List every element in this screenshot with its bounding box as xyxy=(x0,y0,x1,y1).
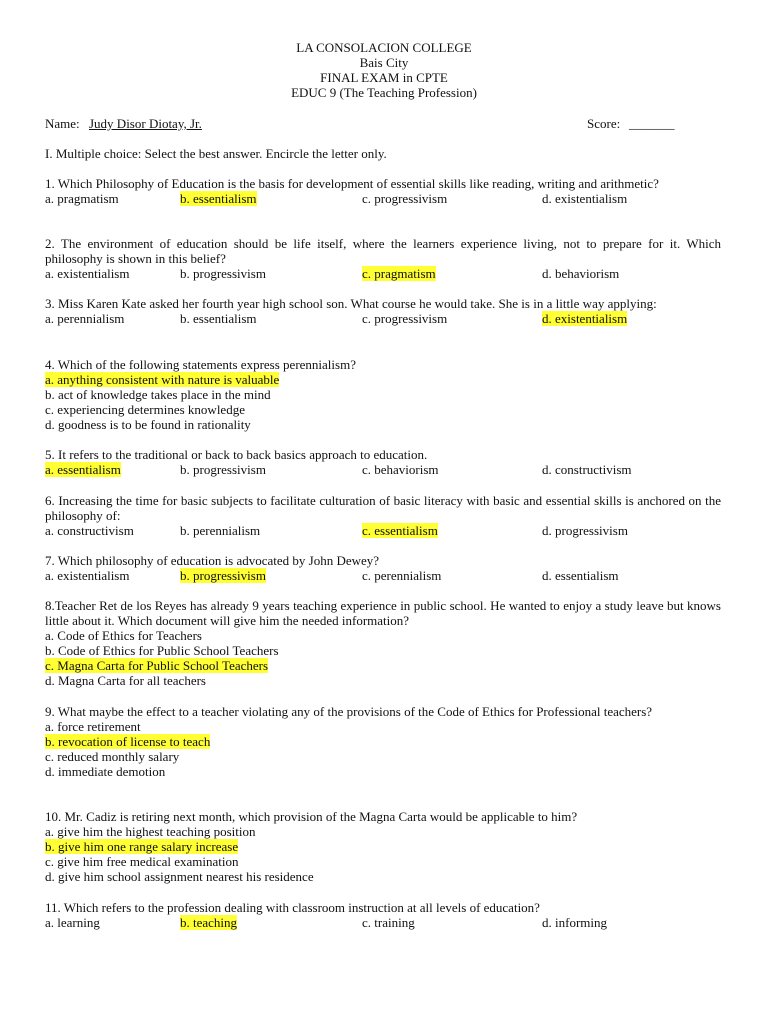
score-label: Score: xyxy=(587,116,621,131)
option-b-answer: b. teaching xyxy=(180,915,238,930)
option-a: a. constructivism xyxy=(45,523,134,538)
option-c: c. experiencing determines knowledge xyxy=(45,402,245,417)
option-c: c. perennialism xyxy=(362,568,442,583)
question-text: 9. What maybe the effect to a teacher violating any of the provisions of the Code of Ethics for Professional teachers? xyxy=(45,704,653,719)
option-b: b. perennialism xyxy=(180,523,261,538)
options-row xyxy=(45,191,721,206)
college-name: LA CONSOLACION COLLEGE xyxy=(296,40,472,55)
option-c: c. progressivism xyxy=(362,311,448,326)
option-c: c. give him free medical examination xyxy=(45,854,239,869)
question-text: 8.Teacher Ret de los Reyes has already 9 years teaching experience in public school. He wanted to enjoy a study leave but knows little about it. Which document will give him the needed information? xyxy=(45,598,721,628)
option-b: b. progressivism xyxy=(180,266,266,281)
options-row xyxy=(45,568,721,583)
option-a: a. existentialism xyxy=(45,266,130,281)
option-b: b. essentialism xyxy=(180,311,257,326)
document-header xyxy=(0,40,768,100)
course-title: EDUC 9 (The Teaching Profession) xyxy=(291,85,477,100)
option-b-answer: b. give him one range salary increase xyxy=(45,839,239,854)
option-d: d. informing xyxy=(542,915,607,930)
score-blank: _______ xyxy=(629,116,675,131)
option-c-answer: c. Magna Carta for Public School Teachers xyxy=(45,658,269,673)
option-c: c. behaviorism xyxy=(362,462,439,477)
option-a: a. force retirement xyxy=(45,719,141,734)
question-text: 5. It refers to the traditional or back to back basics approach to education. xyxy=(45,447,428,462)
student-info xyxy=(45,116,721,132)
option-b-answer: b. essentialism xyxy=(180,191,257,206)
option-b-answer: b. progressivism xyxy=(180,568,266,583)
question-5 xyxy=(45,447,721,477)
question-10 xyxy=(45,809,721,884)
question-9 xyxy=(45,704,721,779)
option-d: d. constructivism xyxy=(542,462,632,477)
option-b: b. Code of Ethics for Public School Teachers xyxy=(45,643,279,658)
city-name: Bais City xyxy=(359,55,409,70)
options-row xyxy=(45,462,721,477)
option-d: d. progressivism xyxy=(542,523,628,538)
question-text: 11. Which refers to the profession dealing with classroom instruction at all levels of education? xyxy=(45,900,540,915)
option-a: a. give him the highest teaching position xyxy=(45,824,256,839)
option-c: c. reduced monthly salary xyxy=(45,749,180,764)
question-8 xyxy=(45,598,721,688)
question-3 xyxy=(45,296,721,326)
question-text: 3. Miss Karen Kate asked her fourth year high school son. What course he would take. She is in a little way applying: xyxy=(45,296,657,311)
option-a: a. existentialism xyxy=(45,568,130,583)
question-text: 1. Which Philosophy of Education is the basis for development of essential skills like reading, writing and arithmetic? xyxy=(45,176,659,191)
option-a: a. learning xyxy=(45,915,100,930)
name-label: Name: xyxy=(45,116,80,131)
option-b-answer: b. revocation of license to teach xyxy=(45,734,211,749)
options-row xyxy=(45,523,721,538)
option-d: d. existentialism xyxy=(542,191,628,206)
student-name: Judy Disor Diotay, Jr. xyxy=(89,116,202,131)
option-a: a. perennialism xyxy=(45,311,125,326)
question-1 xyxy=(45,176,721,206)
option-d: d. immediate demotion xyxy=(45,764,166,779)
option-d-answer: d. existentialism xyxy=(542,311,628,326)
exam-title: FINAL EXAM in CPTE xyxy=(320,70,448,85)
question-7 xyxy=(45,553,721,583)
instructions: I. Multiple choice: Select the best answer. Encircle the letter only. xyxy=(45,146,387,161)
option-a: a. Code of Ethics for Teachers xyxy=(45,628,202,643)
question-4 xyxy=(45,357,721,432)
option-a-answer: a. anything consistent with nature is valuable xyxy=(45,372,280,387)
option-c: c. progressivism xyxy=(362,191,448,206)
options-row xyxy=(45,266,721,281)
question-text: 4. Which of the following statements express perennialism? xyxy=(45,357,356,372)
option-c-answer: c. essentialism xyxy=(362,523,438,538)
option-d: d. give him school assignment nearest his residence xyxy=(45,869,314,884)
question-6 xyxy=(45,493,721,538)
option-a: a. pragmatism xyxy=(45,191,119,206)
option-d: d. essentialism xyxy=(542,568,619,583)
option-c: c. training xyxy=(362,915,415,930)
question-text: 6. Increasing the time for basic subjects to facilitate culturation of basic literacy with basic and essential skills is anchored on the philosophy of: xyxy=(45,493,721,523)
option-b: b. act of knowledge takes place in the mind xyxy=(45,387,271,402)
options-row xyxy=(45,311,721,326)
option-d: d. Magna Carta for all teachers xyxy=(45,673,206,688)
question-11 xyxy=(45,900,721,930)
option-a-answer: a. essentialism xyxy=(45,462,121,477)
question-text: 7. Which philosophy of education is advocated by John Dewey? xyxy=(45,553,380,568)
option-c-answer: c. pragmatism xyxy=(362,266,436,281)
option-d: d. goodness is to be found in rationality xyxy=(45,417,251,432)
options-row xyxy=(45,915,721,930)
question-text: 10. Mr. Cadiz is retiring next month, which provision of the Magna Carta would be applicable to him? xyxy=(45,809,578,824)
question-text: 2. The environment of education should be life itself, where the learners experience living, not to prepare for it. Which philosophy is shown in this belief? xyxy=(45,236,721,266)
question-2 xyxy=(45,236,721,281)
option-b: b. progressivism xyxy=(180,462,266,477)
option-d: d. behaviorism xyxy=(542,266,620,281)
